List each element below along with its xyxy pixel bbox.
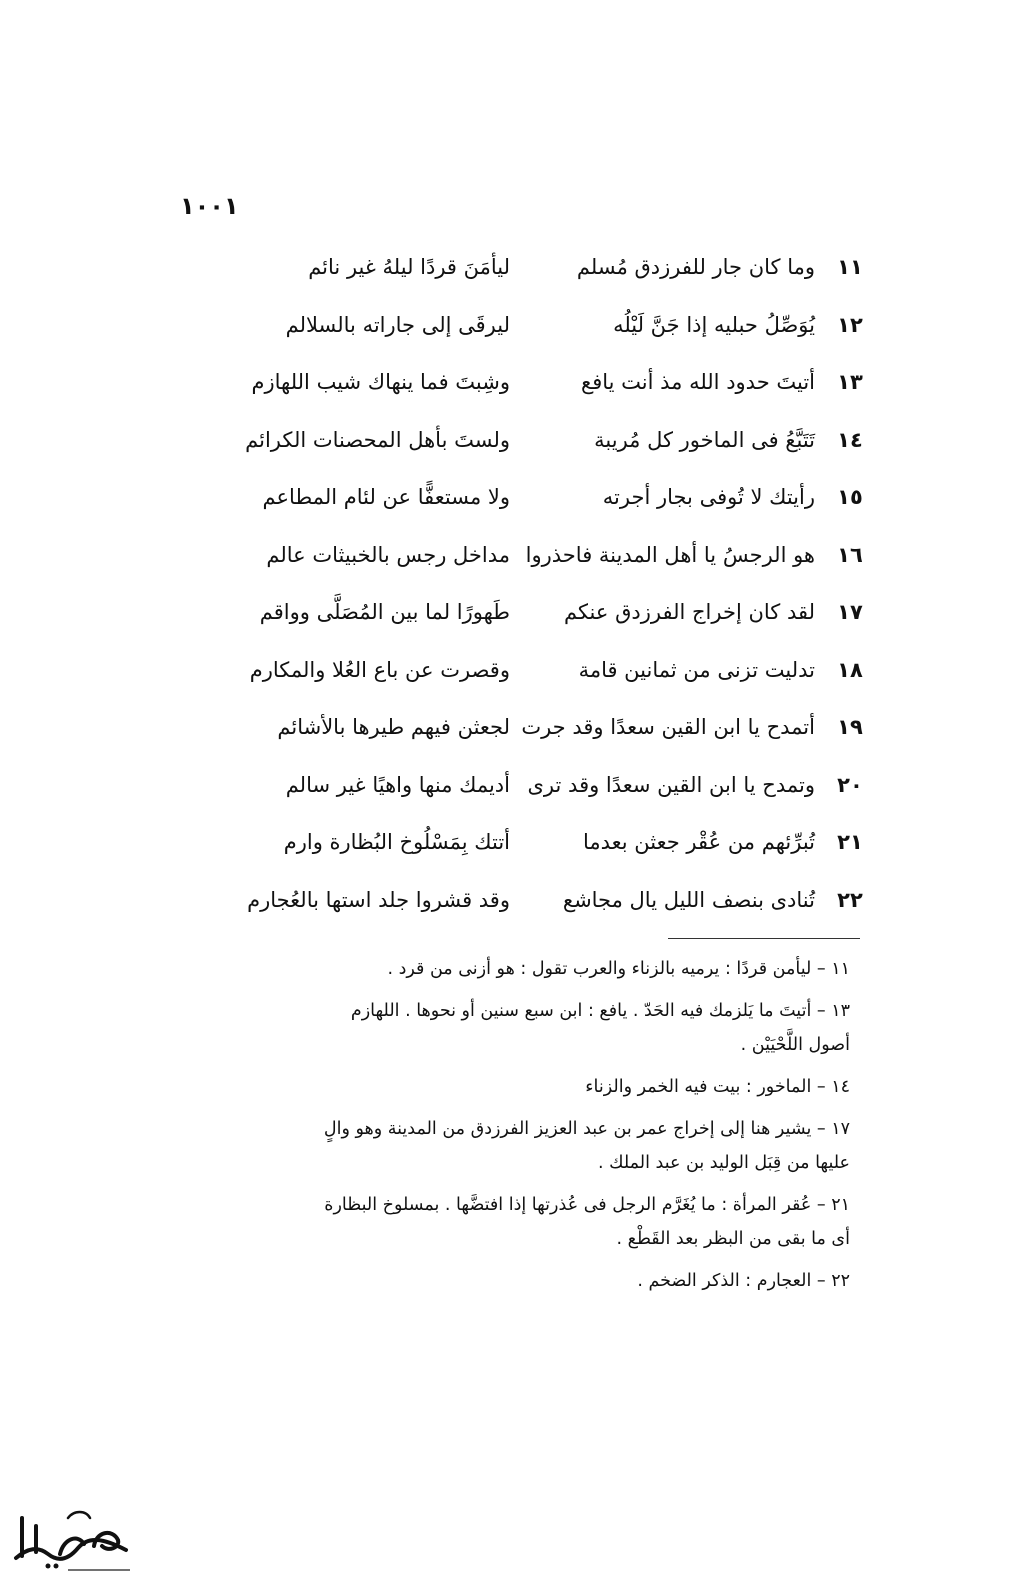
verse-number: ١٤: [837, 427, 863, 452]
verse-first-hemistich: أتيتَ حدود الله مذ أنت يافع: [581, 370, 815, 394]
verse-number: ١٣: [837, 370, 863, 394]
verse-row: [205, 245, 870, 303]
verse-number: ١١: [837, 255, 863, 279]
footnote-text: ١٤ – الماخور : بيت فيه الخمر والزناء: [585, 1077, 850, 1097]
verse-second-hemistich: ليرقَى إلى جاراته بالسلالم: [285, 312, 510, 337]
verse-row: [205, 705, 870, 763]
footnote: [160, 1112, 850, 1180]
verse-first-hemistich: لقد كان إخراج الفرزدق عنكم: [563, 600, 815, 624]
verse-first-hemistich: تُبرِّئهم من عُقْر جعثن بعدما: [582, 830, 815, 854]
verse-number: ٢١: [837, 830, 863, 854]
verse-number: ١٢: [837, 312, 863, 337]
verse-first-hemistich: رأيتك لا تُوفى بجار أجرته: [602, 485, 815, 509]
footnote: [160, 1264, 850, 1298]
verse-row: [205, 590, 870, 648]
verse-number: ١٥: [837, 485, 863, 509]
footnote-continuation: عليها من قِبَل الوليد بن عبد الملك .: [598, 1153, 850, 1173]
footnote-text: ٢٢ – العجارم : الذكر الضخم .: [637, 1271, 850, 1291]
verse-second-hemistich: ولستَ بأهل المحصنات الكرائم: [245, 427, 510, 452]
verse-number: ١٨: [837, 657, 863, 682]
verse-row: [205, 648, 870, 706]
verse-list: [205, 245, 870, 935]
verse-second-hemistich: طَهورًا لما بين المُصَلَّى وواقم: [259, 600, 510, 624]
verse-row: [205, 763, 870, 821]
footnote-continuation: أصول اللَّحْيَيْن .: [740, 1035, 850, 1055]
verse-row: [205, 475, 870, 533]
footnote-text: ١١ – ليأمن قردًا : يرميه بالزناء والعرب تقول : هو أزنى من قرد .: [387, 959, 850, 979]
verse-first-hemistich: تُنادى بنصف الليل يال مجاشع: [562, 887, 815, 912]
verse-row: [205, 360, 870, 418]
verse-first-hemistich: تدليت تزنى من ثمانين قامة: [578, 657, 815, 682]
verse-row: [205, 820, 870, 878]
footnote-text: ١٧ – يشير هنا إلى إخراج عمر بن عبد العزيز الفرزدق من المدينة وهو والٍ: [323, 1119, 850, 1139]
footnote-text: ٢١ – عُقر المرأة : ما يُغَرَّم الرجل فى عُذرتها إذا افتضَّها . بمسلوخ البظارة: [324, 1195, 850, 1215]
footnotes: [160, 952, 850, 1306]
verse-row: [205, 533, 870, 591]
footnote: [160, 952, 850, 986]
footnote: [160, 994, 850, 1062]
verse-row: [205, 303, 870, 361]
verse-first-hemistich: يُوَصِّلُ حبليه إذا جَنَّ لَيْلُه: [613, 312, 815, 337]
footnote-continuation: أى ما بقى من البظر بعد القَطْع .: [616, 1229, 850, 1249]
verse-second-hemistich: ولا مستعفًّا عن لئام المطاعم: [262, 485, 510, 509]
footnote-divider: [668, 938, 860, 939]
verse-number: ٢٢: [837, 887, 863, 912]
verse-first-hemistich: أتمدح يا ابن القين سعدًا وقد جرت: [521, 715, 815, 739]
verse-second-hemistich: مداخل رجس بالخبيثات عالم: [266, 542, 510, 567]
verse-row: [205, 418, 870, 476]
verse-second-hemistich: أتتك بِمَسْلُوخ البُظارة وارم: [283, 830, 510, 854]
footnote: [160, 1188, 850, 1256]
verse-second-hemistich: أديمك منها واهيًا غير سالم: [285, 772, 510, 797]
verse-second-hemistich: وقصرت عن باع العُلا والمكارم: [249, 657, 510, 682]
footnote: [160, 1070, 850, 1104]
verse-second-hemistich: وشِبتَ فما ينهاك شيب اللهازم: [251, 370, 510, 394]
calligraphy-seal-logo: [8, 1488, 138, 1578]
verse-first-hemistich: هو الرجسُ يا أهل المدينة فاحذروا: [525, 542, 815, 567]
verse-number: ٢٠: [837, 772, 863, 797]
verse-number: ١٦: [837, 542, 863, 567]
verse-first-hemistich: تَتَبَّعُ فى الماخور كل مُريبة: [594, 427, 815, 452]
footnote-text: ١٣ – أتيتَ ما يَلزمك فيه الحَدّ . يافع : ابن سبع سنين أو نحوها . اللهازم: [350, 1001, 850, 1021]
verse-first-hemistich: وما كان جار للفرزدق مُسلم: [576, 255, 815, 279]
verse-row: [205, 878, 870, 936]
verse-number: ١٩: [837, 715, 863, 739]
page-number: ١٠٠١: [180, 192, 239, 220]
verse-second-hemistich: وقد قشروا جلد استها بالعُجارم: [247, 887, 510, 912]
verse-number: ١٧: [837, 600, 863, 624]
verse-second-hemistich: لجعثن فيهم طيرها بالأشائم: [277, 715, 510, 739]
verse-second-hemistich: ليأمَنَ قردًا ليلهُ غير نائم: [308, 255, 510, 279]
verse-first-hemistich: وتمدح يا ابن القين سعدًا وقد ترى: [527, 772, 815, 797]
